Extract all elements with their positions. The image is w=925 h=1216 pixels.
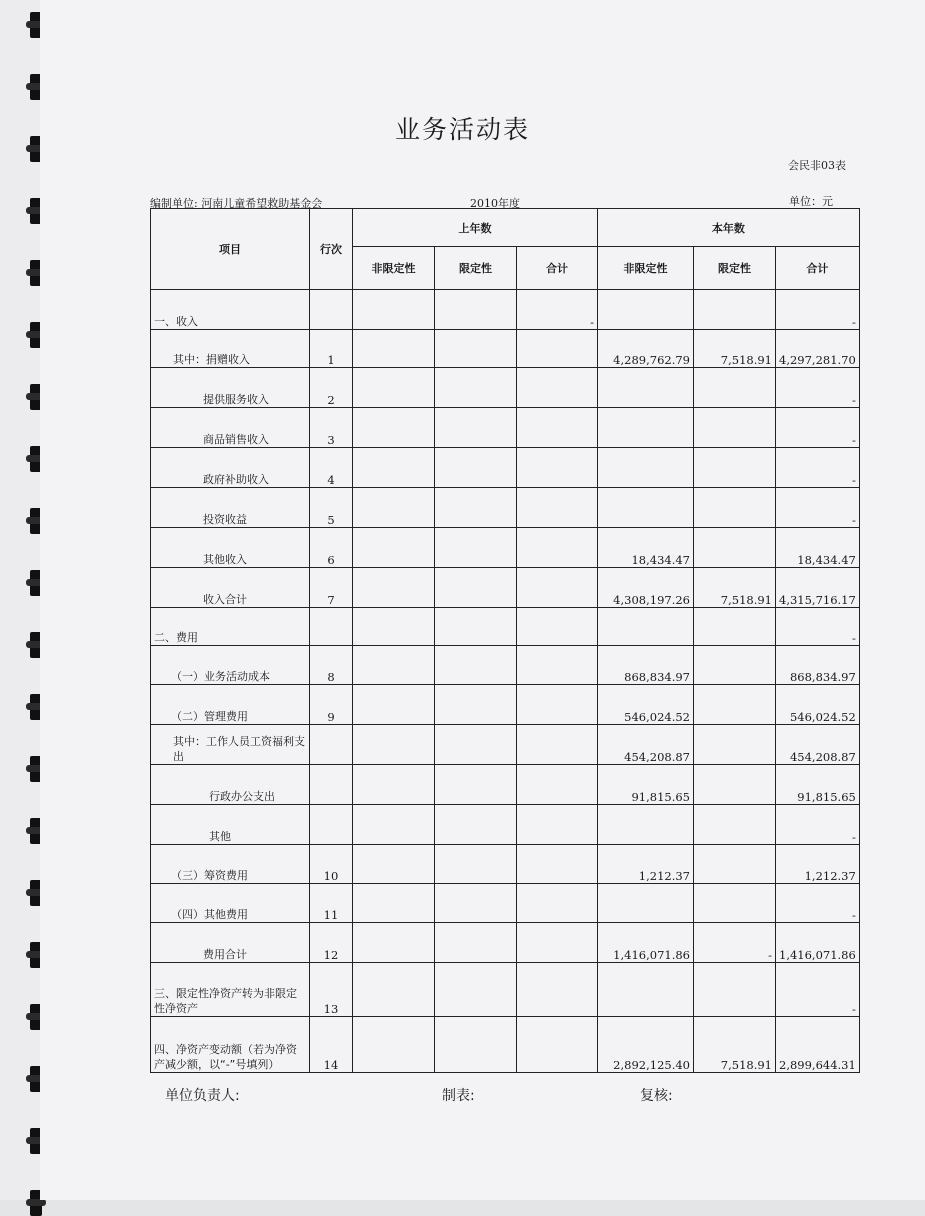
prior-total-cell — [517, 725, 598, 765]
table-row — [151, 368, 860, 408]
row-item-label: 四、净资产变动额（若为净资产减少额，以“-”号填列） — [151, 1017, 310, 1073]
current-unrestricted-cell: 1,416,071.86 — [598, 923, 694, 963]
prior-unrestricted-cell — [353, 685, 435, 725]
current-restricted-cell — [694, 448, 776, 488]
current-total-cell: - — [776, 805, 860, 845]
prior-unrestricted-cell — [353, 1017, 435, 1073]
current-restricted-cell: 7,518.91 — [694, 1017, 776, 1073]
row-item-label: 政府补助收入 — [151, 448, 310, 488]
prior-restricted-cell — [435, 608, 517, 646]
row-item-label: 一、收入 — [151, 290, 310, 330]
current-unrestricted-cell — [598, 963, 694, 1017]
prior-total-cell — [517, 528, 598, 568]
prior-total-cell — [517, 765, 598, 805]
table-row — [151, 408, 860, 448]
current-total-cell: 4,315,716.17 — [776, 568, 860, 608]
current-restricted-cell — [694, 884, 776, 923]
prior-unrestricted-cell — [353, 725, 435, 765]
row-item-label: 投资收益 — [151, 488, 310, 528]
row-line-no: 11 — [310, 884, 353, 923]
prior-unrestricted-cell — [353, 646, 435, 685]
table-row — [151, 805, 860, 845]
prior-unrestricted-cell — [353, 528, 435, 568]
header-prior-restricted: 限定性 — [435, 247, 517, 290]
row-line-no: 7 — [310, 568, 353, 608]
header-current-total: 合计 — [776, 247, 860, 290]
current-total-cell: - — [776, 608, 860, 646]
current-restricted-cell — [694, 765, 776, 805]
prior-restricted-cell — [435, 368, 517, 408]
current-restricted-cell — [694, 725, 776, 765]
current-total-cell: 1,212.37 — [776, 845, 860, 884]
current-unrestricted-cell — [598, 488, 694, 528]
current-restricted-cell — [694, 646, 776, 685]
table-row — [151, 725, 860, 765]
current-total-cell: 1,416,071.86 — [776, 923, 860, 963]
current-restricted-cell — [694, 290, 776, 330]
row-item-label: （三）筹资费用 — [151, 845, 310, 884]
header-current-year: 本年数 — [598, 209, 860, 247]
current-total-cell: - — [776, 290, 860, 330]
header-prior-year: 上年数 — [353, 209, 598, 247]
prior-unrestricted-cell — [353, 488, 435, 528]
current-unrestricted-cell: 454,208.87 — [598, 725, 694, 765]
row-line-no — [310, 765, 353, 805]
row-line-no: 9 — [310, 685, 353, 725]
row-item-label: 其他 — [151, 805, 310, 845]
form-code: 会民非03表 — [788, 159, 846, 172]
row-line-no: 1 — [310, 330, 353, 368]
row-item-label: （四）其他费用 — [151, 884, 310, 923]
prior-unrestricted-cell — [353, 963, 435, 1017]
row-item-label: 二、费用 — [151, 608, 310, 646]
prior-restricted-cell — [435, 963, 517, 1017]
current-unrestricted-cell: 546,024.52 — [598, 685, 694, 725]
header-prior-total: 合计 — [517, 247, 598, 290]
prior-total-cell — [517, 488, 598, 528]
prior-restricted-cell — [435, 685, 517, 725]
current-unrestricted-cell — [598, 884, 694, 923]
current-total-cell: 454,208.87 — [776, 725, 860, 765]
current-unrestricted-cell: 2,892,125.40 — [598, 1017, 694, 1073]
current-restricted-cell — [694, 488, 776, 528]
current-restricted-cell — [694, 608, 776, 646]
prior-total-cell — [517, 646, 598, 685]
current-restricted-cell: - — [694, 923, 776, 963]
current-total-cell: - — [776, 368, 860, 408]
prior-restricted-cell — [435, 568, 517, 608]
prior-restricted-cell — [435, 725, 517, 765]
prior-total-cell — [517, 568, 598, 608]
currency-unit: 单位：元 — [789, 195, 833, 208]
table-row — [151, 330, 860, 368]
current-unrestricted-cell — [598, 608, 694, 646]
current-total-cell: - — [776, 963, 860, 1017]
prior-restricted-cell — [435, 646, 517, 685]
signature-reviewed: 复核: — [640, 1088, 673, 1104]
current-restricted-cell — [694, 408, 776, 448]
table-row — [151, 884, 860, 923]
row-item-label: 费用合计 — [151, 923, 310, 963]
table-row — [151, 488, 860, 528]
prior-total-cell — [517, 923, 598, 963]
prior-restricted-cell — [435, 290, 517, 330]
row-item-label: 行政办公支出 — [151, 765, 310, 805]
prior-total-cell — [517, 448, 598, 488]
current-restricted-cell — [694, 845, 776, 884]
table-row — [151, 765, 860, 805]
current-unrestricted-cell: 4,289,762.79 — [598, 330, 694, 368]
current-restricted-cell — [694, 528, 776, 568]
current-unrestricted-cell — [598, 448, 694, 488]
row-item-label: 商品销售收入 — [151, 408, 310, 448]
current-total-cell: 91,815.65 — [776, 765, 860, 805]
prior-unrestricted-cell — [353, 408, 435, 448]
reporting-org: 编制单位: 河南儿童希望救助基金会 — [150, 197, 323, 210]
row-line-no: 13 — [310, 963, 353, 1017]
current-total-cell: 2,899,644.31 — [776, 1017, 860, 1073]
prior-restricted-cell — [435, 330, 517, 368]
current-restricted-cell: 7,518.91 — [694, 568, 776, 608]
prior-unrestricted-cell — [353, 368, 435, 408]
prior-restricted-cell — [435, 408, 517, 448]
prior-total-cell — [517, 408, 598, 448]
table-row — [151, 1017, 860, 1073]
row-line-no — [310, 805, 353, 845]
row-line-no: 6 — [310, 528, 353, 568]
current-total-cell: 4,297,281.70 — [776, 330, 860, 368]
reporting-period: 2010年度 — [470, 197, 520, 210]
current-unrestricted-cell: 868,834.97 — [598, 646, 694, 685]
current-restricted-cell: 7,518.91 — [694, 330, 776, 368]
header-current-restricted: 限定性 — [694, 247, 776, 290]
prior-unrestricted-cell — [353, 448, 435, 488]
current-unrestricted-cell — [598, 290, 694, 330]
prior-unrestricted-cell — [353, 290, 435, 330]
row-item-label: 提供服务收入 — [151, 368, 310, 408]
prior-restricted-cell — [435, 805, 517, 845]
row-line-no: 2 — [310, 368, 353, 408]
row-line-no: 4 — [310, 448, 353, 488]
row-item-label: 其中：捐赠收入 — [151, 330, 310, 368]
prior-restricted-cell — [435, 923, 517, 963]
row-line-no — [310, 290, 353, 330]
table-row — [151, 568, 860, 608]
prior-restricted-cell — [435, 448, 517, 488]
table-row — [151, 608, 860, 646]
header-prior-unrestricted: 非限定性 — [353, 247, 435, 290]
prior-total-cell — [517, 1017, 598, 1073]
prior-unrestricted-cell — [353, 765, 435, 805]
row-item-label: （二）管理费用 — [151, 685, 310, 725]
page-title: 业务活动表 — [394, 115, 530, 144]
table-row — [151, 528, 860, 568]
row-line-no: 14 — [310, 1017, 353, 1073]
prior-unrestricted-cell — [353, 805, 435, 845]
row-line-no: 12 — [310, 923, 353, 963]
current-unrestricted-cell — [598, 368, 694, 408]
row-item-label: （一）业务活动成本 — [151, 646, 310, 685]
prior-total-cell — [517, 884, 598, 923]
current-total-cell: - — [776, 488, 860, 528]
prior-restricted-cell — [435, 488, 517, 528]
prior-total-cell — [517, 608, 598, 646]
current-total-cell: - — [776, 408, 860, 448]
prior-unrestricted-cell — [353, 923, 435, 963]
current-restricted-cell — [694, 805, 776, 845]
current-unrestricted-cell: 91,815.65 — [598, 765, 694, 805]
row-item-label: 其中：工作人员工资福利支出 — [151, 725, 310, 765]
table-row — [151, 845, 860, 884]
current-total-cell: 18,434.47 — [776, 528, 860, 568]
current-total-cell: 868,834.97 — [776, 646, 860, 685]
prior-restricted-cell — [435, 528, 517, 568]
row-line-no — [310, 725, 353, 765]
current-restricted-cell — [694, 368, 776, 408]
current-total-cell: 546,024.52 — [776, 685, 860, 725]
prior-restricted-cell — [435, 884, 517, 923]
current-unrestricted-cell: 1,212.37 — [598, 845, 694, 884]
current-total-cell: - — [776, 448, 860, 488]
table-row — [151, 646, 860, 685]
current-unrestricted-cell — [598, 408, 694, 448]
row-line-no: 10 — [310, 845, 353, 884]
row-line-no: 8 — [310, 646, 353, 685]
prior-unrestricted-cell — [353, 330, 435, 368]
activity-statement-table — [150, 208, 860, 1073]
row-item-label: 三、限定性净资产转为非限定性净资产 — [151, 963, 310, 1017]
prior-total-cell — [517, 845, 598, 884]
table-row — [151, 923, 860, 963]
table-row — [151, 448, 860, 488]
prior-unrestricted-cell — [353, 608, 435, 646]
prior-total-cell — [517, 805, 598, 845]
prior-unrestricted-cell — [353, 568, 435, 608]
current-unrestricted-cell: 18,434.47 — [598, 528, 694, 568]
table-row — [151, 685, 860, 725]
prior-total-cell — [517, 330, 598, 368]
row-line-no: 3 — [310, 408, 353, 448]
current-restricted-cell — [694, 963, 776, 1017]
row-line-no: 5 — [310, 488, 353, 528]
prior-unrestricted-cell — [353, 845, 435, 884]
prior-total-cell — [517, 685, 598, 725]
header-current-unrestricted: 非限定性 — [598, 247, 694, 290]
header-line-no: 行次 — [310, 209, 353, 290]
row-line-no — [310, 608, 353, 646]
current-unrestricted-cell — [598, 805, 694, 845]
prior-unrestricted-cell — [353, 884, 435, 923]
prior-total-cell — [517, 963, 598, 1017]
row-item-label: 其他收入 — [151, 528, 310, 568]
prior-total-cell: - — [517, 290, 598, 330]
table-row — [151, 290, 860, 330]
row-item-label: 收入合计 — [151, 568, 310, 608]
prior-total-cell — [517, 368, 598, 408]
signature-prepared: 制表: — [442, 1088, 475, 1104]
prior-restricted-cell — [435, 1017, 517, 1073]
prior-restricted-cell — [435, 845, 517, 884]
current-total-cell: - — [776, 884, 860, 923]
signature-head: 单位负责人: — [165, 1088, 240, 1104]
current-restricted-cell — [694, 685, 776, 725]
header-item: 项目 — [151, 209, 310, 290]
prior-restricted-cell — [435, 765, 517, 805]
table-row — [151, 963, 860, 1017]
current-unrestricted-cell: 4,308,197.26 — [598, 568, 694, 608]
